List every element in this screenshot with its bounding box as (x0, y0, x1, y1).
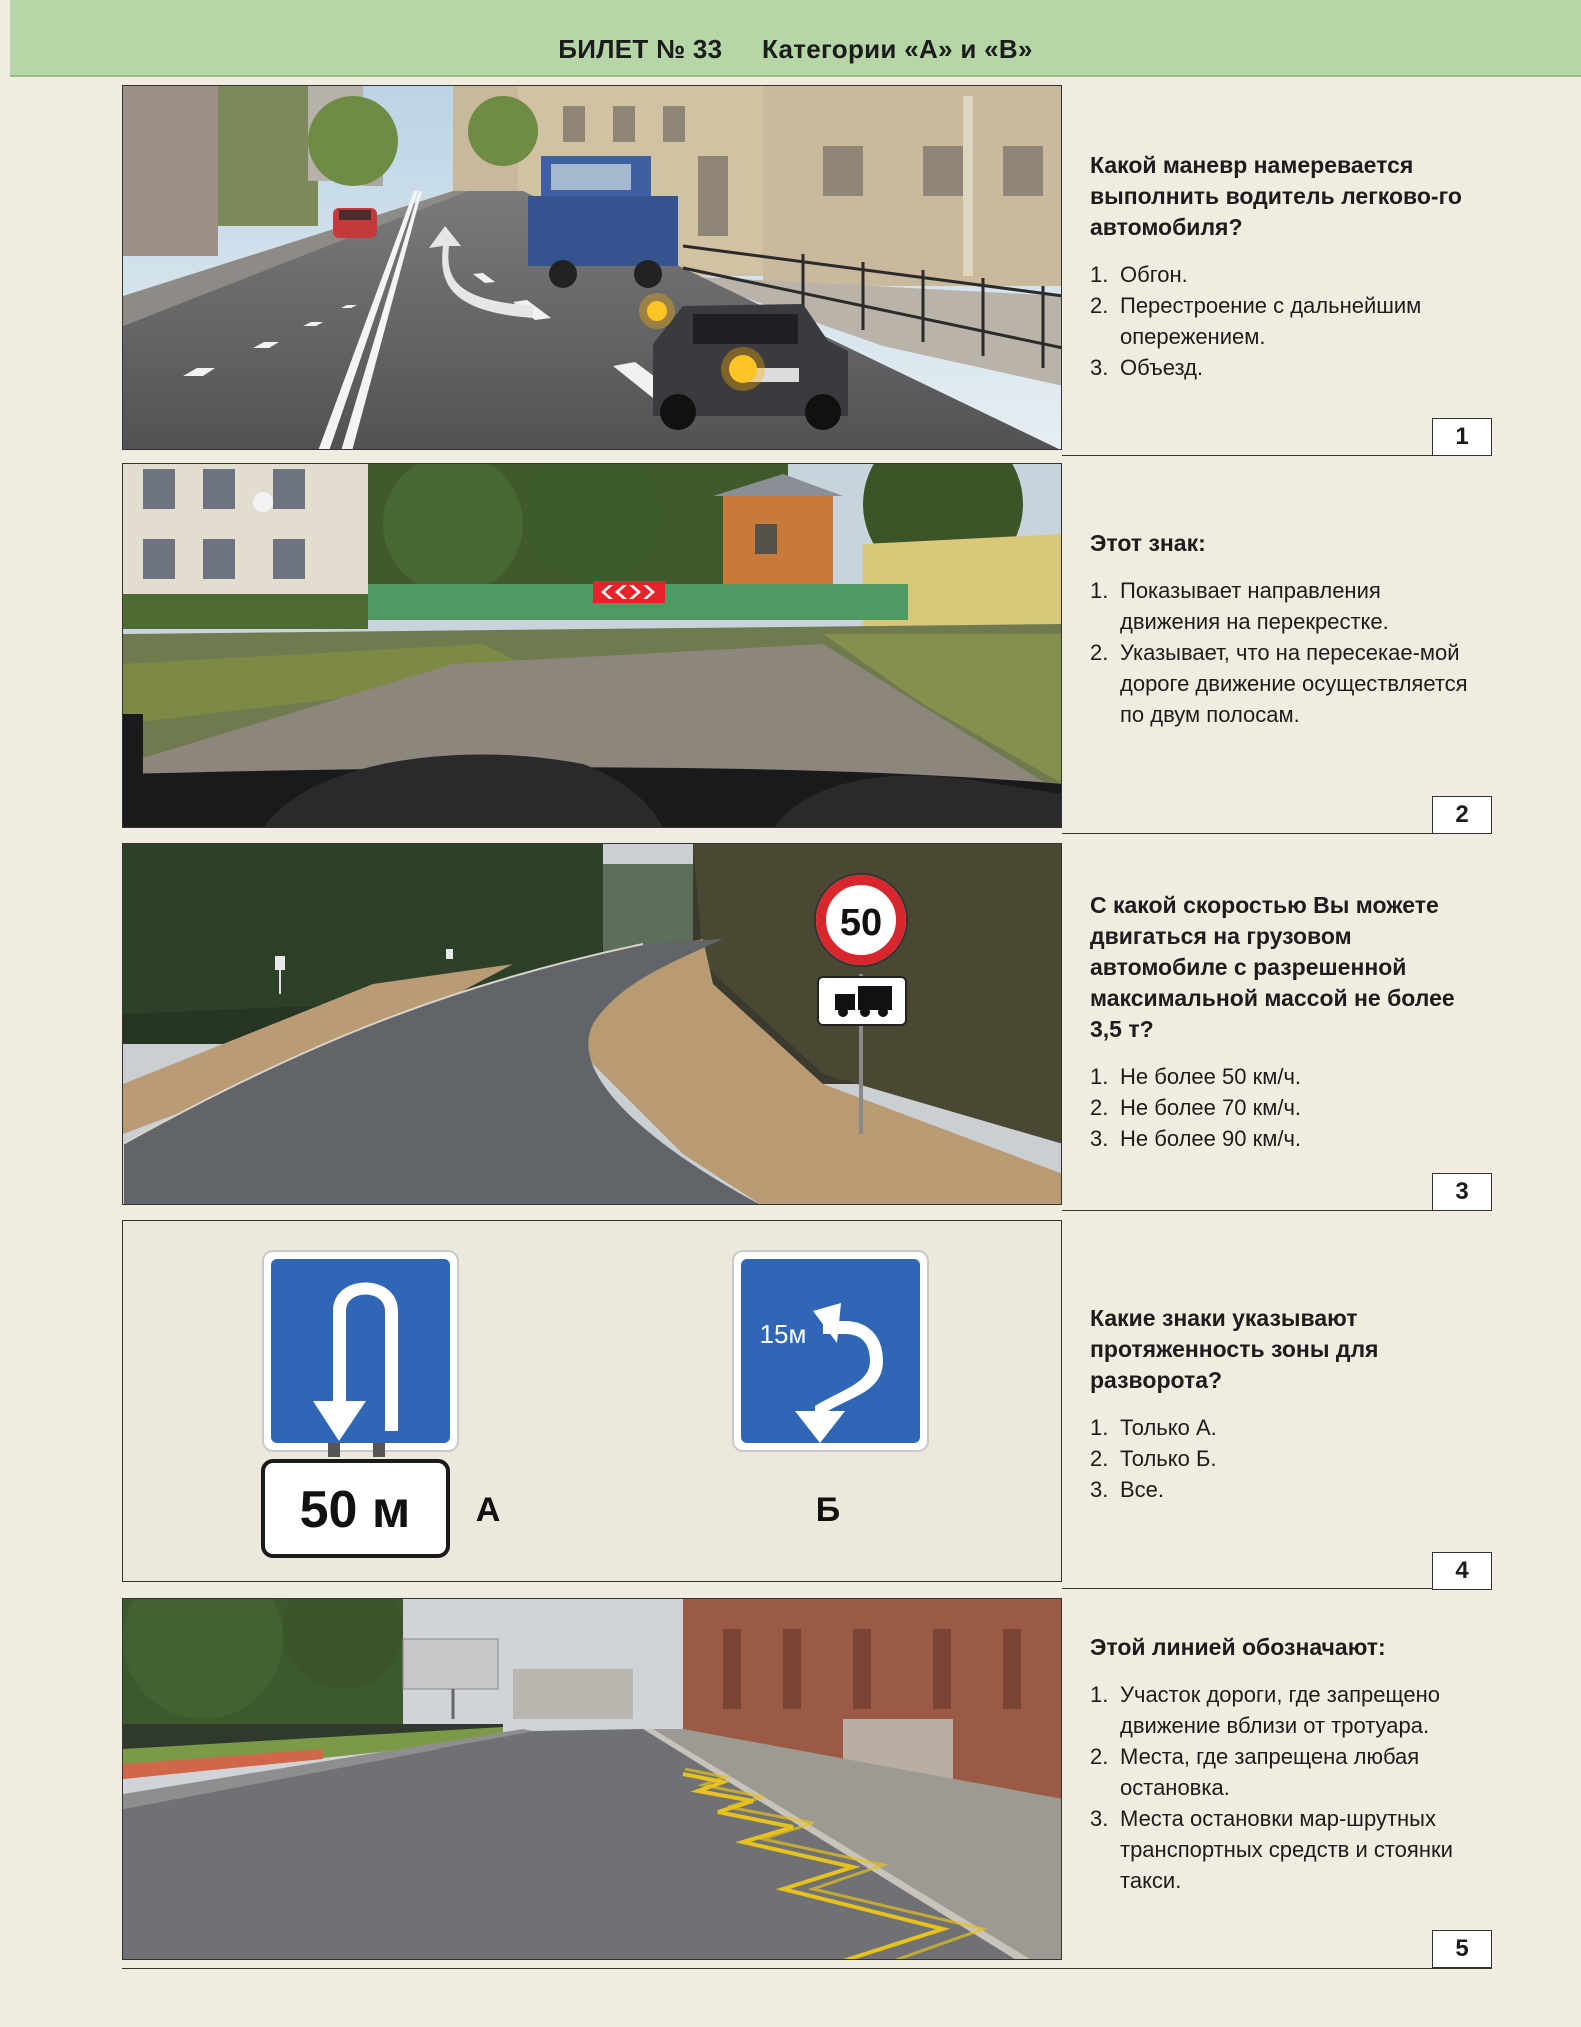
answer-option[interactable] (1090, 1443, 1480, 1474)
question-3-divider (1062, 1210, 1492, 1211)
question-2-answers (1090, 575, 1480, 730)
answer-text: Не более 70 км/ч. (1120, 1095, 1302, 1120)
answer-number: 2. (1090, 1446, 1109, 1471)
answer-text: Показывает направления движения на перекрестке. (1120, 578, 1389, 634)
question-2-number: 2 (1432, 796, 1492, 834)
answer-option[interactable] (1090, 1092, 1480, 1123)
distance-plate-value: 50 м (299, 1481, 411, 1539)
answer-option[interactable] (1090, 259, 1480, 290)
label-b: Б (815, 1491, 841, 1529)
question-3-number: 3 (1432, 1173, 1492, 1211)
answer-text: Только А. (1120, 1415, 1217, 1440)
answer-number: 1. (1090, 1682, 1109, 1707)
answer-number: 2. (1090, 293, 1109, 318)
answer-option[interactable] (1090, 352, 1480, 383)
answer-text: Обгон. (1120, 262, 1188, 287)
answer-number: 3. (1090, 1477, 1109, 1502)
answer-number: 3. (1090, 355, 1109, 380)
answer-number: 1. (1090, 1415, 1109, 1440)
answer-option[interactable] (1090, 1412, 1480, 1443)
answer-number: 3. (1090, 1126, 1109, 1151)
question-4-answers (1090, 1412, 1480, 1505)
answer-number: 3. (1090, 1806, 1109, 1831)
answer-text: Участок дороги, где запрещено движение вблизи от тротуара. (1120, 1682, 1440, 1738)
answer-number: 1. (1090, 1064, 1109, 1089)
ticket-number: БИЛЕТ № 33 (558, 34, 723, 64)
answer-number: 2. (1090, 1744, 1109, 1769)
question-4-number: 4 (1432, 1552, 1492, 1590)
question-5-text (1090, 1632, 1480, 1896)
question-1-title: Какой маневр намеревается выполнить водитель легково-го автомобиля? (1090, 152, 1462, 240)
answer-text: Места остановки мар-шрутных транспортных средств и стоянки такси. (1120, 1806, 1453, 1893)
answer-number: 2. (1090, 1095, 1109, 1120)
answer-text: Места, где запрещена любая остановка. (1120, 1744, 1420, 1800)
answer-option[interactable] (1090, 1474, 1480, 1505)
answer-option[interactable] (1090, 1741, 1480, 1803)
question-1-number: 1 (1432, 418, 1492, 456)
answer-number: 1. (1090, 262, 1109, 287)
question-5-image (122, 1598, 1062, 1960)
question-4-title: Какие знаки указывают протяженность зоны для разворота? (1090, 1305, 1379, 1393)
answer-option[interactable] (1090, 575, 1480, 637)
answer-text: Не более 50 км/ч. (1120, 1064, 1302, 1089)
question-3-image (122, 843, 1062, 1205)
answer-option[interactable] (1090, 1679, 1480, 1741)
question-4-image (122, 1220, 1062, 1582)
answer-text: Перестроение с дальнейшим опережением. (1120, 293, 1422, 349)
header-band (10, 0, 1581, 77)
label-a: А (475, 1491, 501, 1529)
answer-text: Только Б. (1120, 1446, 1217, 1471)
question-2-image (122, 463, 1062, 828)
question-1-text (1090, 150, 1480, 383)
question-1-answers (1090, 259, 1480, 383)
answer-text: Не более 90 км/ч. (1120, 1126, 1302, 1151)
question-2-divider (1062, 833, 1492, 834)
question-1-divider (1062, 455, 1492, 456)
speed-limit-value: 50 (839, 902, 883, 944)
answer-option[interactable] (1090, 1123, 1480, 1154)
ticket-categories: Категории «А» и «В» (761, 34, 1033, 64)
answer-text: Все. (1120, 1477, 1165, 1502)
answer-option[interactable] (1090, 290, 1480, 352)
page-header (10, 34, 1581, 65)
answer-option[interactable] (1090, 1061, 1480, 1092)
question-2-title: Этот знак: (1090, 530, 1206, 556)
bottom-divider (122, 1968, 1492, 1969)
sign-b-distance: 15м (759, 1319, 807, 1349)
answer-option[interactable] (1090, 1803, 1480, 1896)
answer-text: Объезд. (1120, 355, 1204, 380)
question-2-text (1090, 528, 1480, 730)
question-3-title: С какой скоростью Вы можете двигаться на грузовом автомобиле с разрешенной максимальной массой не более 3,5 т? (1090, 892, 1455, 1042)
answer-number: 2. (1090, 640, 1109, 665)
question-5-number: 5 (1432, 1930, 1492, 1968)
answer-number: 1. (1090, 578, 1109, 603)
question-3-text (1090, 890, 1480, 1154)
answer-text: Указывает, что на пересекае-мой дороге движение осуществляется по двум полосам. (1120, 640, 1468, 727)
question-5-title: Этой линией обозначают: (1090, 1634, 1386, 1660)
question-5-answers (1090, 1679, 1480, 1896)
question-3-answers (1090, 1061, 1480, 1154)
question-4-text (1090, 1303, 1480, 1505)
question-4-divider (1062, 1588, 1492, 1589)
answer-option[interactable] (1090, 637, 1480, 730)
question-1-image (122, 85, 1062, 450)
